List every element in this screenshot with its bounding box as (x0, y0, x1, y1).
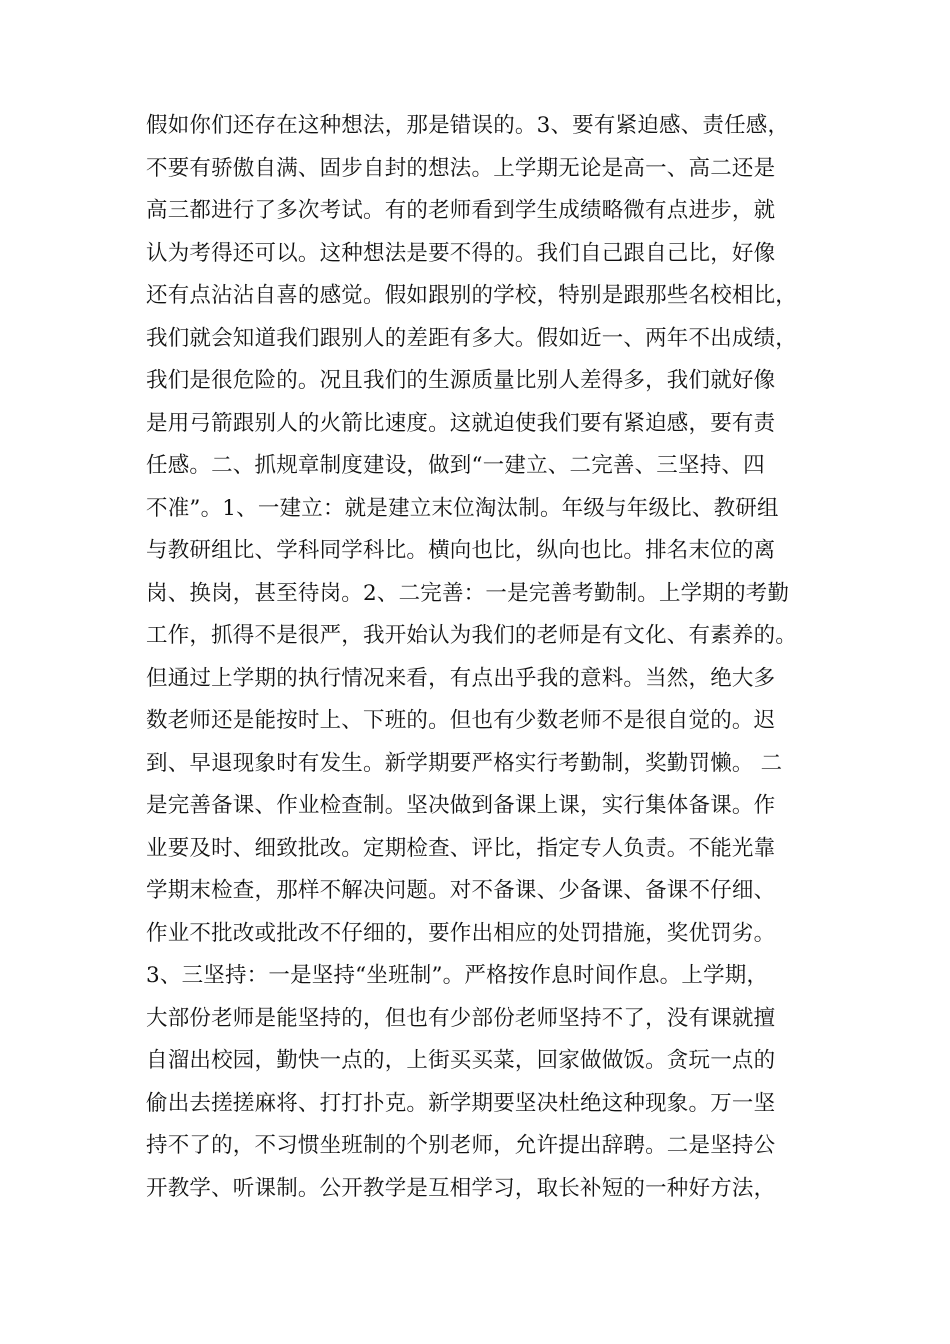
text-line: 持不了的，不习惯坐班制的个别老师，允许提出辞聘。二是坚持公 (146, 1133, 776, 1158)
text-line: 还有点沾沾自喜的感觉。假如跟别的学校，特别是跟那些名校相比， (146, 283, 798, 308)
text-line: 任感。二、抓规章制度建设，做到“一建立、二完善、三坚持、四 (146, 453, 765, 478)
text-line: 作业不批改或批改不仔细的，要作出相应的处罚措施，奖优罚劣。 (146, 920, 776, 946)
text-line: 假如你们还存在这种想法，那是错误的。3、要有紧迫感、责任感， (146, 113, 790, 138)
text-line: 数老师还是能按时上、下班的。但也有少数老师不是很自觉的。迟 (146, 708, 776, 733)
text-line: 不要有骄傲自满、固步自封的想法。上学期无论是高一、高二还是 (146, 155, 776, 181)
text-line: 我们是很危险的。况且我们的生源质量比别人差得多，我们就好像 (146, 368, 776, 393)
text-line: 大部份老师是能坚持的，但也有少部份老师坚持不了，没有课就擅 (146, 1005, 776, 1031)
text-line: 偷出去搓搓麻将、打打扑克。新学期要坚决杜绝这种现象。万一坚 (146, 1090, 776, 1116)
text-line: 3、三坚持：一是坚持“坐班制”。严格按作息时间作息。上学期， (146, 963, 769, 988)
text-line: 是用弓箭跟别人的火箭比速度。这就迫使我们要有紧迫感，要有责 (146, 410, 776, 436)
text-line: 但通过上学期的执行情况来看，有点出乎我的意料。当然，绝大多 (146, 665, 776, 691)
text-line: 学期末检查，那样不解决问题。对不备课、少备课、备课不仔细、 (146, 878, 776, 903)
text-line: 与教研组比、学科同学科比。横向也比，纵向也比。排名末位的离 (146, 538, 776, 563)
text-line: 我们就会知道我们跟别人的差距有多大。假如近一、两年不出成绩， (146, 325, 798, 351)
text-line: 业要及时、细致批改。定期检查、评比，指定专人负责。不能光靠 (146, 835, 776, 861)
body-text (146, 105, 826, 1210)
text-line: 工作，抓得不是很严，我开始认为我们的老师是有文化、有素养的。 (146, 623, 798, 648)
text-line: 是完善备课、作业检查制。坚决做到备课上课，实行集体备课。作 (146, 793, 776, 818)
text-line: 自溜出校园，勤快一点的，上街买买菜，回家做做饭。贪玩一点的 (146, 1048, 776, 1073)
text-line: 高三都进行了多次考试。有的老师看到学生成绩略微有点进步，就 (146, 198, 776, 223)
text-line: 开教学、听课制。公开教学是互相学习，取长补短的一种好方法， (146, 1175, 776, 1201)
text-line: 到、早退现象时有发生。新学期要严格实行考勤制，奖勤罚懒。 二 (146, 750, 783, 776)
text-line: 岗、换岗，甚至待岗。2、二完善：一是完善考勤制。上学期的考勤 (146, 580, 790, 606)
text-line: 不准”。1、一建立：就是建立末位淘汰制。年级与年级比、教研组 (146, 495, 779, 521)
text-line: 认为考得还可以。这种想法是要不得的。我们自己跟自己比，好像 (146, 240, 776, 266)
